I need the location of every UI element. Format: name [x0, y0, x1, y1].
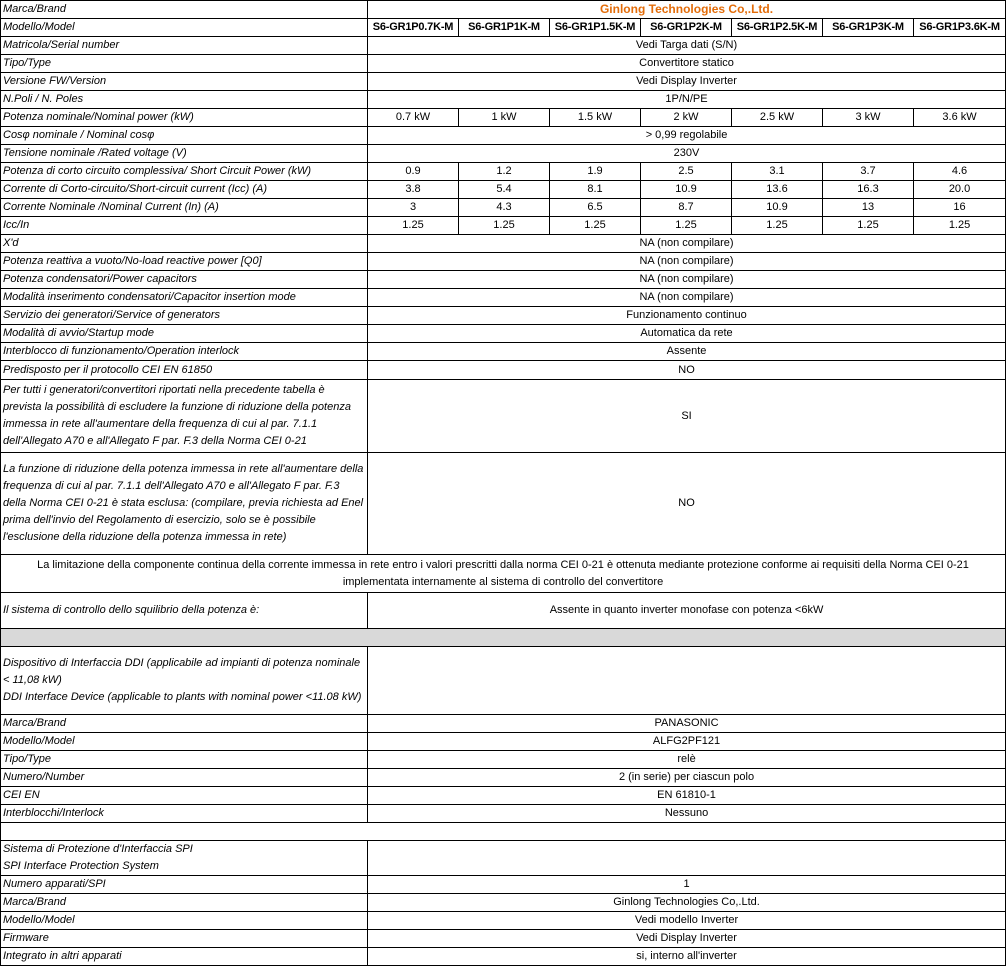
row-value: Nessuno [368, 805, 1006, 823]
model-cell: S6-GR1P0.7K-M [368, 19, 459, 37]
row-label: Modalità di avvio/Startup mode [1, 325, 368, 343]
xd-row [1, 235, 1006, 253]
startup-row [1, 325, 1006, 343]
value-cell: 10.9 [641, 181, 732, 199]
value-cell: 2.5 [641, 163, 732, 181]
row-value: NO [368, 453, 1006, 555]
row-label: Interblocco di funzionamento/Operation interlock [1, 343, 368, 361]
type-row [1, 55, 1006, 73]
value-cell: 1 kW [459, 109, 550, 127]
sc-current-row [1, 181, 1006, 199]
nom-current-row [1, 199, 1006, 217]
row-value: NA (non compilare) [368, 235, 1006, 253]
model-cell: S6-GR1P1.5K-M [550, 19, 641, 37]
row-label: La funzione di riduzione della potenza immessa in rete all'aumentare della frequenza di cui al par. 7.1.1 dell'Allegato A70 e all'Allegato F par. F.3 della Norma CEI 0-21 è stata esclusa: (compilare, previa richiesta ad Enel prima dell'invio del Regolamento di esercizio, solo se è possibile l'esclusione della riduzione della potenza immessa in rete) [1, 453, 368, 555]
value-cell: 1.25 [459, 217, 550, 235]
row-label: Servizio dei generatori/Service of generators [1, 307, 368, 325]
row-label: Numero apparati/SPI [1, 876, 368, 894]
ddi-title-it: Dispositivo di Interfaccia DDI (applicabile ad impianti di potenza nominale < 11,08 kW) [3, 657, 361, 686]
value-cell: 16.3 [823, 181, 914, 199]
spi-firmware-row [1, 930, 1006, 948]
row-label: Potenza nominale/Nominal power (kW) [1, 109, 368, 127]
row-label: Tipo/Type [1, 55, 368, 73]
row-value: Vedi Display Inverter [368, 930, 1006, 948]
row-label: Potenza di corto circuito complessiva/ Short Circuit Power (kW) [1, 163, 368, 181]
row-value: Vedi Display Inverter [368, 73, 1006, 91]
service-row [1, 307, 1006, 325]
sc-power-row [1, 163, 1006, 181]
row-value: 230V [368, 145, 1006, 163]
value-cell: 3.8 [368, 181, 459, 199]
model-cell: S6-GR1P3.6K-M [914, 19, 1006, 37]
blank-row [1, 823, 1006, 841]
row-label: X'd [1, 235, 368, 253]
value-cell: 1.25 [641, 217, 732, 235]
dc-note: La limitazione della componente continua della corrente immessa in rete entro i valori prescritti dalla norma CEI 0-21 è ottenuta mediante protezione conforme ai requisiti della Norma CEI 0-21 implementata internamente al sistema di controllo del convertitore [1, 555, 1006, 593]
row-value: Assente [368, 343, 1006, 361]
value-cell: 1.25 [732, 217, 823, 235]
value-cell: 6.5 [550, 199, 641, 217]
value-cell: 1.9 [550, 163, 641, 181]
brand-row [1, 1, 1006, 19]
spi-count-row [1, 876, 1006, 894]
value-cell: 1.5 kW [550, 109, 641, 127]
ddi-number-row [1, 769, 1006, 787]
row-label: Modello/Model [1, 912, 368, 930]
value-cell: 3.1 [732, 163, 823, 181]
separator-row [1, 629, 1006, 647]
row-value: > 0,99 regolabile [368, 127, 1006, 145]
brand-label: Marca/Brand [1, 1, 368, 19]
model-row [1, 19, 1006, 37]
ddi-cei-row [1, 787, 1006, 805]
value-cell: 1.25 [823, 217, 914, 235]
row-label: Marca/Brand [1, 894, 368, 912]
value-cell: 0.7 kW [368, 109, 459, 127]
row-value: PANASONIC [368, 715, 1006, 733]
row-label: Icc/In [1, 217, 368, 235]
value-cell: 3 [368, 199, 459, 217]
row-label: Corrente di Corto-circuito/Short-circuit current (Icc) (A) [1, 181, 368, 199]
cosphi-row [1, 127, 1006, 145]
ddi-title-row [1, 647, 1006, 715]
imbalance-row [1, 593, 1006, 629]
row-label: Firmware [1, 930, 368, 948]
row-label: Marca/Brand [1, 715, 368, 733]
serial-row [1, 37, 1006, 55]
value-cell: 1.2 [459, 163, 550, 181]
row-label: Per tutti i generatori/convertitori riportati nella precedente tabella è prevista la possibilità di escludere la funzione di riduzione della potenza immessa in rete all'aumentare della frequenza di cui al par. 7.1.1 dell'Allegato A70 e all'Allegato F par. F.3 della Norma CEI 0-21 [1, 380, 368, 453]
value-cell: 13 [823, 199, 914, 217]
spi-title-it: Sistema di Protezione d'Interfaccia SPI [3, 843, 193, 855]
row-label: Tipo/Type [1, 751, 368, 769]
blank-cell [1, 823, 1006, 841]
value-cell: 10.9 [732, 199, 823, 217]
empty-cell [368, 841, 1006, 876]
row-label: Versione FW/Version [1, 73, 368, 91]
value-cell: 16 [914, 199, 1006, 217]
value-cell: 8.7 [641, 199, 732, 217]
voltage-row [1, 145, 1006, 163]
row-label: Corrente Nominale /Nominal Current (In) (A) [1, 199, 368, 217]
spi-title-row [1, 841, 1006, 876]
value-cell: 3.7 [823, 163, 914, 181]
row-value: Convertitore statico [368, 55, 1006, 73]
row-value: Vedi Targa dati (S/N) [368, 37, 1006, 55]
empty-cell [368, 647, 1006, 715]
model-cell: S6-GR1P2K-M [641, 19, 732, 37]
row-value: 1P/N/PE [368, 91, 1006, 109]
value-cell: 8.1 [550, 181, 641, 199]
row-label: Modalità inserimento condensatori/Capacitor insertion mode [1, 289, 368, 307]
q0-row [1, 253, 1006, 271]
row-value: EN 61810-1 [368, 787, 1006, 805]
value-cell: 0.9 [368, 163, 459, 181]
ddi-model-row [1, 733, 1006, 751]
freq-excluded-row [1, 453, 1006, 555]
row-value: si, interno all'inverter [368, 948, 1006, 966]
row-value: relè [368, 751, 1006, 769]
spi-model-row [1, 912, 1006, 930]
row-label: Potenza reattiva a vuoto/No-load reactive power [Q0] [1, 253, 368, 271]
value-cell: 2 kW [641, 109, 732, 127]
row-label: CEI EN [1, 787, 368, 805]
model-cell: S6-GR1P1K-M [459, 19, 550, 37]
row-label: Tensione nominale /Rated voltage (V) [1, 145, 368, 163]
spi-integrated-row [1, 948, 1006, 966]
brand-value: Ginlong Technologies Co,.Ltd. [368, 1, 1006, 19]
power-row [1, 109, 1006, 127]
value-cell: 1.25 [550, 217, 641, 235]
row-label: Numero/Number [1, 769, 368, 787]
value-cell: 13.6 [732, 181, 823, 199]
row-value: Automatica da rete [368, 325, 1006, 343]
value-cell: 20.0 [914, 181, 1006, 199]
row-value: NA (non compilare) [368, 253, 1006, 271]
row-value: NA (non compilare) [368, 289, 1006, 307]
row-value: NA (non compilare) [368, 271, 1006, 289]
value-cell: 3.6 kW [914, 109, 1006, 127]
ddi-title [1, 647, 368, 715]
ddi-brand-row [1, 715, 1006, 733]
model-cell: S6-GR1P2.5K-M [732, 19, 823, 37]
cei61850-row [1, 361, 1006, 380]
spi-title [1, 841, 368, 876]
row-label: Il sistema di controllo dello squilibrio della potenza è: [1, 593, 368, 629]
row-label: Modello/Model [1, 733, 368, 751]
poles-row [1, 91, 1006, 109]
row-label: N.Poli / N. Poles [1, 91, 368, 109]
value-cell: 1.25 [914, 217, 1006, 235]
row-label: Predisposto per il protocollo CEI EN 61850 [1, 361, 368, 380]
row-label: Potenza condensatori/Power capacitors [1, 271, 368, 289]
row-value: Assente in quanto inverter monofase con potenza <6kW [368, 593, 1006, 629]
value-cell: 1.25 [368, 217, 459, 235]
value-cell: 2.5 kW [732, 109, 823, 127]
freq-excl-row [1, 380, 1006, 453]
row-value: 1 [368, 876, 1006, 894]
ddi-type-row [1, 751, 1006, 769]
icc-in-row [1, 217, 1006, 235]
row-value: NO [368, 361, 1006, 380]
model-cell: S6-GR1P3K-M [823, 19, 914, 37]
separator [1, 629, 1006, 647]
spi-title-en: SPI Interface Protection System [3, 860, 159, 872]
ddi-title-en: DDI Interface Device (applicable to plants with nominal power <11.08 kW) [3, 691, 362, 703]
capacitors-row [1, 271, 1006, 289]
row-value: SI [368, 380, 1006, 453]
value-cell: 4.3 [459, 199, 550, 217]
row-label: Interblocchi/Interlock [1, 805, 368, 823]
value-cell: 4.6 [914, 163, 1006, 181]
row-value: ALFG2PF121 [368, 733, 1006, 751]
interlock-row [1, 343, 1006, 361]
row-label: Cosφ nominale / Nominal cosφ [1, 127, 368, 145]
spi-brand-row [1, 894, 1006, 912]
fw-row [1, 73, 1006, 91]
value-cell: 5.4 [459, 181, 550, 199]
model-label: Modello/Model [1, 19, 368, 37]
cap-mode-row [1, 289, 1006, 307]
dc-note-row [1, 555, 1006, 593]
row-value: Ginlong Technologies Co,.Ltd. [368, 894, 1006, 912]
ddi-interlock-row [1, 805, 1006, 823]
row-value: Funzionamento continuo [368, 307, 1006, 325]
value-cell: 3 kW [823, 109, 914, 127]
row-value: Vedi modello Inverter [368, 912, 1006, 930]
row-label: Matricola/Serial number [1, 37, 368, 55]
row-value: 2 (in serie) per ciascun polo [368, 769, 1006, 787]
row-label: Integrato in altri apparati [1, 948, 368, 966]
